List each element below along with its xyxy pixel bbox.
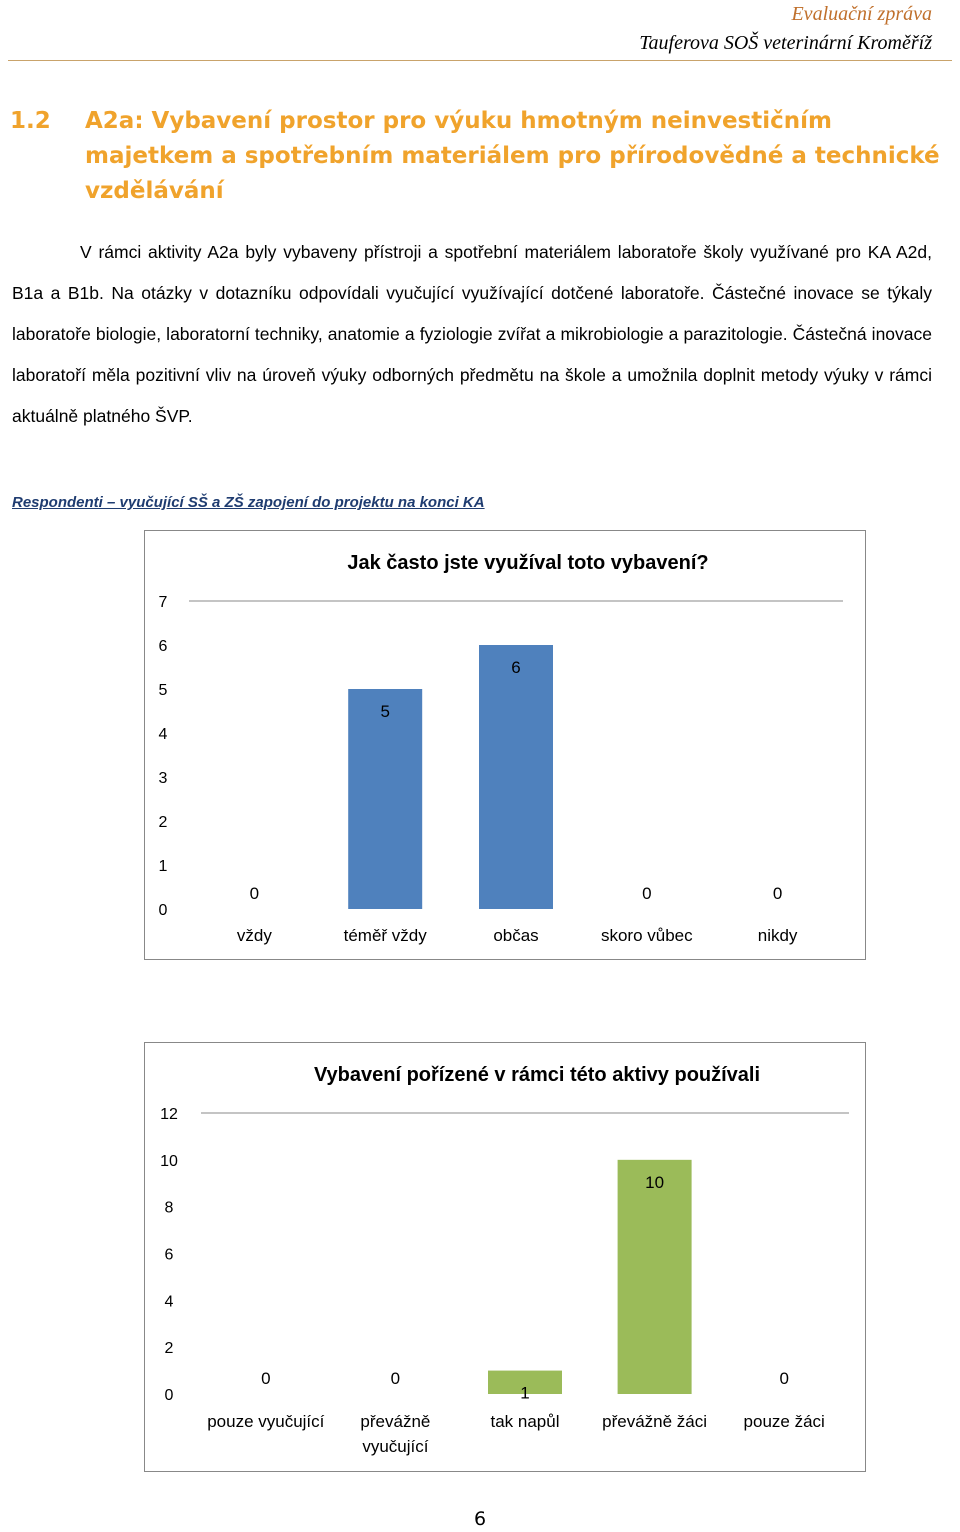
bar xyxy=(348,689,422,909)
category-label: pouze žáci xyxy=(743,1412,825,1431)
y-tick-label: 6 xyxy=(158,638,168,655)
category-label: skoro vůbec xyxy=(600,926,693,945)
bar xyxy=(618,1160,692,1394)
page-header xyxy=(639,0,932,58)
y-tick-label: 12 xyxy=(160,1106,178,1123)
header-report-title: Evaluační zpráva xyxy=(791,3,932,25)
y-tick-label: 0 xyxy=(158,902,168,919)
section-title: A2a: Vybavení prostor pro výuku hmotným neinvestičním majetkem a spotřebním materiálem pro přírodovědné a technické vzdělávání xyxy=(85,108,940,204)
header-divider xyxy=(8,60,952,61)
y-tick-label: 2 xyxy=(164,1340,174,1358)
data-label: 5 xyxy=(380,702,390,721)
chart-usage-frequency xyxy=(144,530,866,960)
category-label: převážně xyxy=(360,1412,431,1431)
body-paragraph xyxy=(12,232,932,437)
data-label: 0 xyxy=(261,1369,271,1388)
category-label: vyučující xyxy=(362,1437,429,1456)
y-tick-label: 2 xyxy=(158,814,168,831)
y-tick-label: 4 xyxy=(158,726,168,743)
data-label: 6 xyxy=(511,658,521,677)
chart-usage-by-users xyxy=(144,1042,866,1472)
y-tick-label: 10 xyxy=(160,1152,178,1170)
category-label: občas xyxy=(493,926,539,945)
header-school-name: Tauferova SOŠ veterinární Kroměříž xyxy=(639,32,932,54)
data-label: 0 xyxy=(642,884,652,903)
bar xyxy=(479,645,553,909)
chart-title: Jak často jste využíval toto vybavení? xyxy=(347,552,709,574)
y-tick-label: 6 xyxy=(164,1246,174,1264)
section-number: 1.2 xyxy=(10,108,51,134)
y-tick-label: 4 xyxy=(164,1293,174,1311)
body-paragraph-text: V rámci aktivity A2a byly vybaveny přístroji a spotřební materiálem laboratoře školy využívané pro KA A2d, B1a a B1b. Na otázky v dotazníku odpovídali vyučující využívající dotčené laboratoře. Částečné inovace se týkaly laboratoře biologie, laboratorní techniky, anatomie a fyziologie zvířat a mikrobiologie a parazitologie. Částečná inovace laboratoří měla pozitivní vliv na úroveň výuky odborných předmětu na škole a umožnila doplnit metody výuky v rámci aktuálně platného ŠVP. xyxy=(12,242,932,426)
data-label: 0 xyxy=(779,1369,789,1388)
category-label: pouze vyučující xyxy=(207,1412,325,1431)
page-number: 6 xyxy=(473,1508,487,1530)
y-tick-label: 8 xyxy=(164,1199,174,1217)
category-label: převážně žáci xyxy=(602,1412,708,1431)
chart-title: Vybavení pořízené v rámci této aktivy používali xyxy=(313,1064,761,1086)
category-label: nikdy xyxy=(757,926,798,945)
data-label: 0 xyxy=(772,884,783,903)
respondents-caption: Respondenti – vyučující SŠ a ZŠ zapojení do projektu na konci KA xyxy=(12,494,485,511)
y-tick-label: 7 xyxy=(158,594,168,611)
data-label: 0 xyxy=(390,1369,401,1388)
y-tick-label: 0 xyxy=(164,1387,174,1404)
chart-usage-by-users-svg xyxy=(145,1043,865,1471)
chart-usage-frequency-svg xyxy=(145,531,865,959)
y-tick-label: 3 xyxy=(158,770,168,787)
category-label: vždy xyxy=(236,926,272,945)
category-label: tak napůl xyxy=(490,1412,560,1431)
data-label: 0 xyxy=(249,884,260,903)
category-label: téměř vždy xyxy=(343,926,427,945)
data-label: 1 xyxy=(520,1383,530,1403)
y-tick-label: 1 xyxy=(158,858,168,875)
data-label: 10 xyxy=(645,1172,665,1192)
y-tick-label: 5 xyxy=(158,682,168,699)
